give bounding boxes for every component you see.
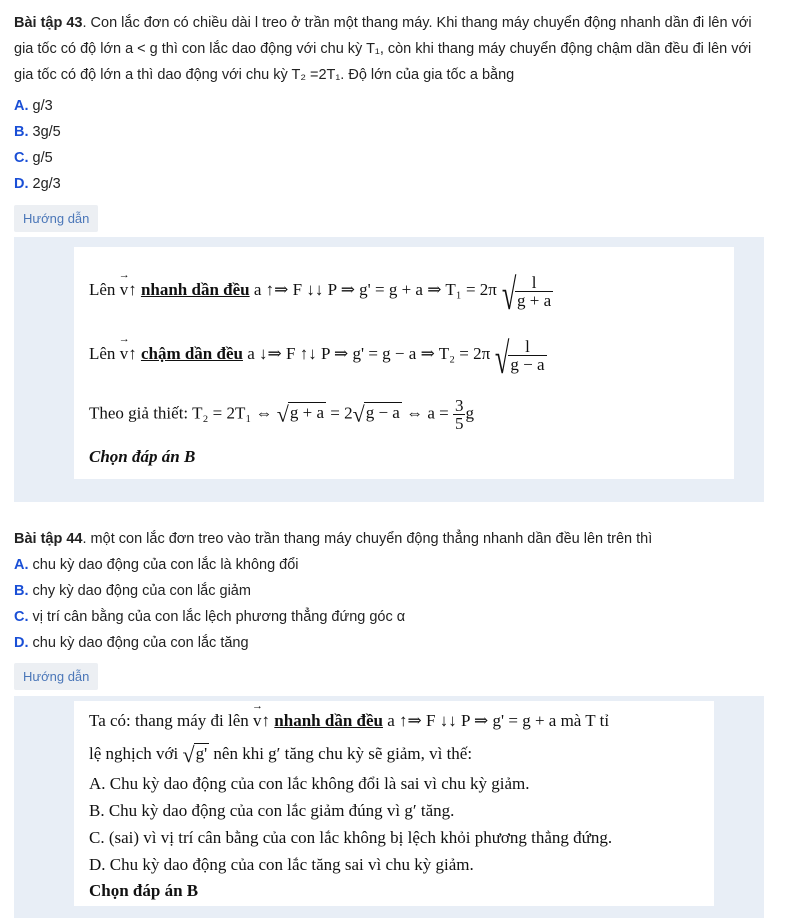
q44-hint-button[interactable]: Hướng dẫn [14, 663, 98, 690]
q44-solution-panel [14, 696, 764, 918]
q44-sol-line6: D. Chu kỳ dao động của con lắc tăng sai vì chu kỳ giảm. [89, 855, 474, 874]
q44-sol-line5: C. (sai) vì vị trí cân bằng của con lắc không bị lệch khỏi phương thẳng đứng. [89, 828, 613, 847]
q43-sol-line3: Theo giả thiết: T₂ = 2T₁ ⇔ √g + a = 2√g − a ⇔ a = $\frac{3}{5}$ g [89, 396, 474, 433]
q43-label: Bài tập 43 [14, 15, 83, 31]
q44-sol-line2: lệ nghịch với √g' nên khi g′ tăng chu kỳ sẽ giảm, vì thế: [89, 742, 473, 767]
q44-sol-line1: Ta có: thang máy đi lên → v↑ nhanh dần đều a ↑⇒ F ↓↓ P ⇒ g' = g + a mà T tỉ [89, 711, 609, 731]
q44-sol-line3: A. Chu kỳ dao động của con lắc không đổi là sai vì chu kỳ giảm. [89, 774, 530, 793]
q43-option-d[interactable]: D. 2g/3 [14, 176, 61, 192]
q43-option-c[interactable]: C. g/5 [14, 150, 53, 166]
q44-option-a[interactable]: A. chu kỳ dao động của con lắc là không đổi [14, 557, 299, 573]
q44-option-b[interactable]: B. chy kỳ dao động của con lắc giảm [14, 583, 251, 599]
q44-option-c[interactable]: C. vị trí cân bằng của con lắc lệch phương thẳng đứng góc α [14, 609, 406, 625]
q43-hint-button[interactable]: Hướng dẫn [14, 205, 98, 232]
q44-label: Bài tập 44 [14, 531, 83, 547]
q43-option-a[interactable]: A. g/3 [14, 98, 53, 114]
q43-text: Bài tập 43. Con lắc đơn có chiều dài l treo ở trần một thang máy. Khi thang máy chuyển động nhanh dần đi lên với gia tốc có độ lớn a < g thì con lắc dao động với chu kỳ T₁, còn khi thang máy chuyển động chậm dần đều đi lên với gia tốc có độ lớn a thì dao động với chu kỳ T₂ =2T₁. Độ lớn của gia tốc a bằng [14, 15, 752, 83]
q43-sol-answer: Chọn đáp án B [89, 447, 196, 466]
q43-solution-image [74, 247, 734, 479]
q43-sol-line2: Lên → v↑ chậm dần đều a ↓⇒ F ↑↓ P ⇒ g' = g − a ⇒ T₂ = 2π √ $\frac{l}{g - a}$ [89, 333, 547, 384]
q43-solution-panel [14, 237, 764, 502]
q44-option-d[interactable]: D. chu kỳ dao động của con lắc tăng [14, 635, 249, 651]
q44-sol-line4: B. Chu kỳ dao động của con lắc giảm đúng vì g′ tăng. [89, 801, 455, 820]
q43-option-b[interactable]: B. 3g/5 [14, 124, 61, 140]
q44-text: Bài tập 44. một con lắc đơn treo vào trần thang máy chuyển động thẳng nhanh dần đều lên trên thì [14, 531, 653, 547]
q44-solution-image [74, 701, 714, 906]
q44-sol-answer: Chọn đáp án B [89, 881, 199, 900]
q43-sol-line1: Lên → v↑ nhanh dần đều a ↑⇒ F ↓↓ P ⇒ g' = g + a ⇒ T₁ = 2π √ $\frac{l}{g + a}$ [89, 269, 553, 320]
